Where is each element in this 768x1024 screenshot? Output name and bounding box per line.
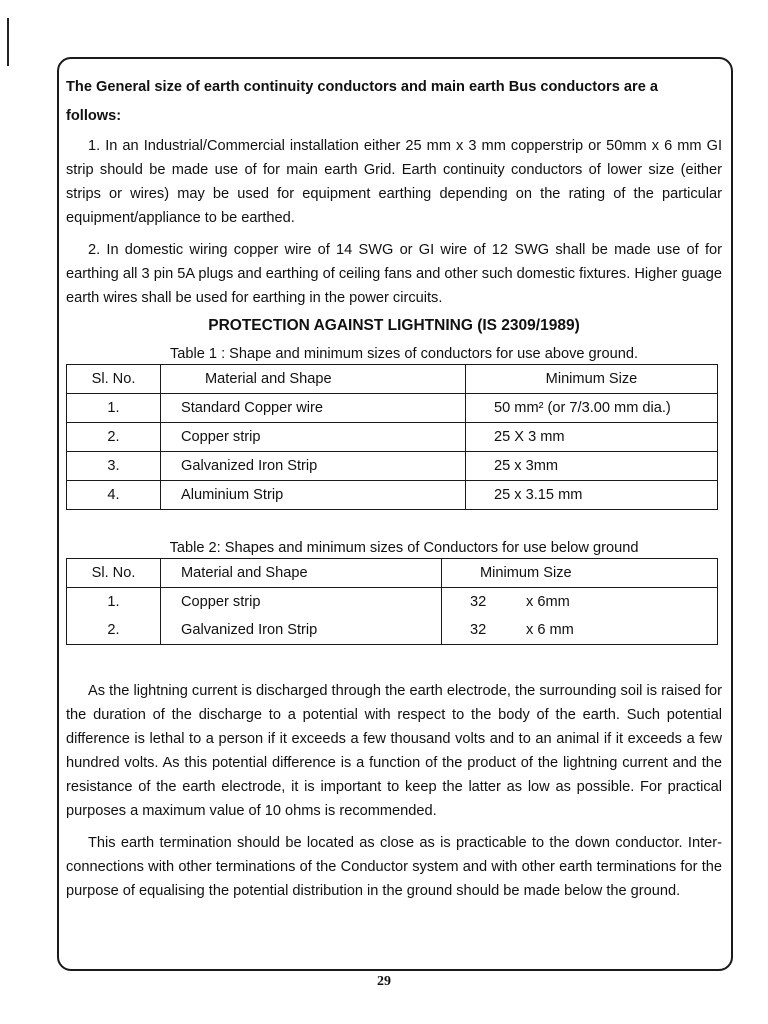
size-thickness: x 6 mm [526,622,574,638]
cell-min-size [442,616,718,645]
cell-material: Galvanized Iron Strip [161,452,466,481]
cell-min-size: 25 x 3mm [466,452,718,481]
cell-material: Standard Copper wire [161,394,466,423]
intro-heading-line1: The General size of earth continuity conductors and main earth Bus conductors are a [66,79,658,95]
cell-material: Copper strip [161,423,466,452]
cell-min-size: 25 x 3.15 mm [466,481,718,510]
header-sl-no: Sl. No. [67,365,161,394]
cell-sl-no: 2. [67,423,161,452]
paragraph-lightning-current: As the lightning current is discharged through the earth electrode, the surrounding soil is raised for the duration of the discharge to a potential with respect to the body of the earth. Such potential difference is lethal to a person if it exceeds a few thousand volts and to an animal if it exceeds a few hundred volts. As this potential difference is a function of the product of the lightning current and the resistance of the earth electrode, it is important to keep the latter as low as possible. For practical purposes a maximum value of 10 ohms is recommended. [66,683,722,819]
table-header-row [67,365,718,394]
cell-material: Galvanized Iron Strip [161,616,442,645]
cell-sl-no: 1. [67,588,161,617]
cell-sl-no: 2. [67,616,161,645]
cell-min-size: 50 mm² (or 7/3.00 mm dia.) [466,394,718,423]
cell-sl-no: 3. [67,452,161,481]
size-thickness: x 6mm [526,594,570,610]
size-width: 32 [470,622,487,638]
table1-caption: Table 1 : Shape and minimum sizes of conductors for use above ground. [169,346,639,362]
size-width: 32 [470,594,487,610]
header-material: Material and Shape [161,559,442,588]
table-above-ground [66,364,718,510]
header-material: Material and Shape [161,365,466,394]
table-row [67,588,718,617]
table-row [67,452,718,481]
cell-material: Aluminium Strip [161,481,466,510]
cell-min-size [442,588,718,617]
margin-mark [7,18,9,66]
table2-caption: Table 2: Shapes and minimum sizes of Conductors for use below ground [169,540,639,556]
header-min-size: Minimum Size [466,365,718,394]
paragraph-earth-termination: This earth termination should be located as close as is practicable to the down conductor. Inter-connections with other terminations of the Conductor system and with other earth terminations for the purpose of equalising the potential distribution in the ground should be made below the ground. [66,835,722,899]
table-below-ground [66,558,718,645]
paragraph-industrial: 1. In an Industrial/Commercial installation either 25 mm x 3 mm copperstrip or 50mm x 6 mm GI strip should be made use of for main earth Grid. Earth continuity conductors of lower size (either strips or wires) may be used for equipment earthing depending on the rating of the particular equipment/appliance to be earthed. [66,138,722,226]
header-sl-no: Sl. No. [67,559,161,588]
intro-heading-line2: follows: [66,108,122,124]
cell-min-size: 25 X 3 mm [466,423,718,452]
section-title: PROTECTION AGAINST LIGHTNING (IS 2309/1989) [208,317,580,334]
cell-sl-no: 4. [67,481,161,510]
table-row [67,616,718,645]
page-number: 29 [377,974,391,989]
cell-material: Copper strip [161,588,442,617]
table-row [67,481,718,510]
header-min-size: Minimum Size [442,559,718,588]
table-row [67,394,718,423]
paragraph-domestic: 2. In domestic wiring copper wire of 14 SWG or GI wire of 12 SWG shall be made use of for earthing all 3 pin 5A plugs and earthing of ceiling fans and other such domestic fixtures. Higher guage earth wires shall be used for earthing in the power circuits. [66,242,722,306]
table-header-row [67,559,718,588]
page-content [66,70,722,903]
cell-sl-no: 1. [67,394,161,423]
table-row [67,423,718,452]
